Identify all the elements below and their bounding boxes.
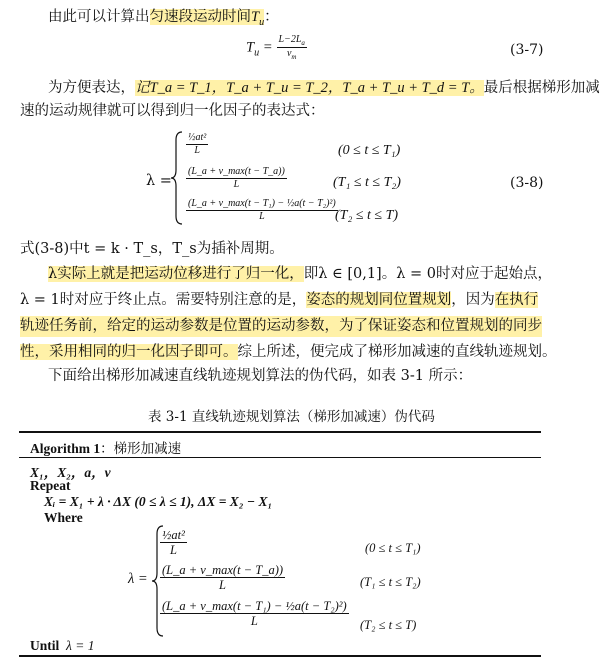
eq38-case2-den: L <box>233 178 240 190</box>
alg-until-cond: λ = 1 <box>66 638 95 653</box>
eq38-case3-num: (L_a + v_max(t − T₁) − ½a(t − T₂)²) <box>188 198 336 209</box>
eq37-num-sub: a <box>301 39 305 47</box>
para4-line2-prefix: λ = 1时对应于终止点。需要特别注意的是， <box>20 292 307 308</box>
eq38-case2-num: (L_a + v_max(t − T_a)) <box>188 166 285 177</box>
alg-case3-num: (L_a + v_max(t − T₁) − ½a(t − T₂)²) <box>162 599 347 613</box>
alg-case2-cond: (T₁ ≤ t ≤ T₂) <box>360 575 421 589</box>
eq38-case3-cond: (T₂ ≤ t ≤ T) <box>335 208 399 223</box>
para2-prefix: 为方便表达， <box>48 80 135 96</box>
eq38-number: (3-8) <box>510 175 544 191</box>
eq38-case1-den: L <box>194 144 200 156</box>
eq38-case1 <box>186 132 208 156</box>
eq37-number: (3-7) <box>510 42 544 58</box>
table-top-rule <box>19 431 541 433</box>
eq37-num: L−2L <box>278 34 302 45</box>
alg-where: Where <box>44 510 83 525</box>
para2-line2: 速的运动规律就可以得到归一化因子的表达式： <box>20 103 325 119</box>
para2-suffix: 最后根据梯形加减 <box>483 80 600 96</box>
eq37-fraction <box>277 34 307 61</box>
para4-line4-rest: 综上所述，便完成了梯形加减速的直线轨迹规划。 <box>237 344 557 360</box>
alg-case1-cond: (0 ≤ t ≤ T₁) <box>365 541 421 555</box>
intro-sentence <box>48 7 279 33</box>
para4-highlight1: λ实际上就是把运动位移进行了归一化， <box>48 266 304 282</box>
intro-highlight-text: 匀速段运动时间 <box>149 9 251 25</box>
eq38-lambda: λ = <box>146 173 172 189</box>
alg-case3-cond: (T₂ ≤ t ≤ T) <box>360 618 417 632</box>
alg-repeat: Repeat <box>30 478 71 493</box>
para4-highlight4: 性，采用相同的归一化因子即可。 <box>20 344 238 360</box>
alg-update: Xᵢ = X₁ + λ · ΔX (0 ≤ λ ≤ 1), ΔX = X₂ − X₁ <box>44 494 273 509</box>
algorithm-header <box>30 437 181 457</box>
intro-highlight <box>149 9 265 28</box>
eq38-case3 <box>186 198 338 222</box>
para2-highlight: 记T_a = T_1，T_a + T_u = T_2，T_a + T_u + T_d = T。 <box>135 80 484 96</box>
alg-case1-den: L <box>169 543 177 558</box>
eq38-case3-den: L <box>259 210 265 222</box>
alg-case1 <box>160 528 187 558</box>
alg-until-kw: Until <box>30 638 60 653</box>
equation-3-7 <box>246 34 307 61</box>
eq38-case2-cond: (T₁ ≤ t ≤ T₂) <box>333 175 401 190</box>
para4-line2-mid: ，因为 <box>451 292 495 308</box>
intro-symbol: T <box>251 9 260 25</box>
table-bottom-rule <box>19 655 541 657</box>
alg-case1-num: ½at² <box>162 528 185 542</box>
alg-case2-den: L <box>219 578 226 593</box>
para4-line4 <box>20 342 557 363</box>
eq38-brace <box>170 130 184 226</box>
intro-suffix: ： <box>264 9 279 25</box>
para4-line1 <box>48 264 552 285</box>
para4-highlight2: 姿态的规划同位置规划 <box>306 292 452 308</box>
para4-highlight3: 在执行 <box>494 292 539 308</box>
para4-line2 <box>20 290 538 311</box>
table-header-rule <box>19 457 541 458</box>
eq37-lhs: T <box>246 39 255 56</box>
para4-line1-rest: 即λ ∈ [0,1]。λ = 0时对应于起始点， <box>303 266 553 282</box>
alg-until <box>30 638 94 654</box>
para2-line1 <box>48 78 600 99</box>
table-caption: 表 3-1 直线轨迹规划算法（梯形加减速）伪代码 <box>148 409 435 425</box>
eq38-case1-cond: (0 ≤ t ≤ T₁) <box>338 143 401 158</box>
alg-case2-num: (L_a + v_max(t − T_a)) <box>162 563 284 577</box>
algorithm-title: Algorithm 1 <box>30 441 101 456</box>
eq37-den: v <box>286 48 292 60</box>
para4-line3: 轨迹任务前，给定的运动参数是位置的运动参数，为了保证姿态和位置规划的同步 <box>20 316 542 337</box>
alg-inputs: X₁，X₂，a，v <box>30 465 111 480</box>
alg-case2 <box>160 563 285 593</box>
para5: 下面给出梯形加减速直线轨迹规划算法的伪代码，如表 3-1 所示： <box>48 368 473 384</box>
eq37-den-sub: m <box>291 53 297 62</box>
algorithm-subtitle: ：梯形加减速 <box>100 441 182 456</box>
eq38-case1-num: ½at² <box>188 132 207 143</box>
eq37-lhs-sub: u <box>254 47 260 59</box>
intro-symbol-sub: u <box>259 16 265 28</box>
alg-lambda: λ = <box>128 571 148 587</box>
alg-case3 <box>160 599 349 629</box>
alg-case3-den: L <box>250 614 258 629</box>
eq37-equals: = <box>263 39 272 56</box>
intro-prefix: 由此可以计算出 <box>48 9 150 25</box>
eq38-case2 <box>186 166 287 190</box>
para3: 式(3-8)中t = k · T_s，T_s为插补周期。 <box>20 241 284 257</box>
